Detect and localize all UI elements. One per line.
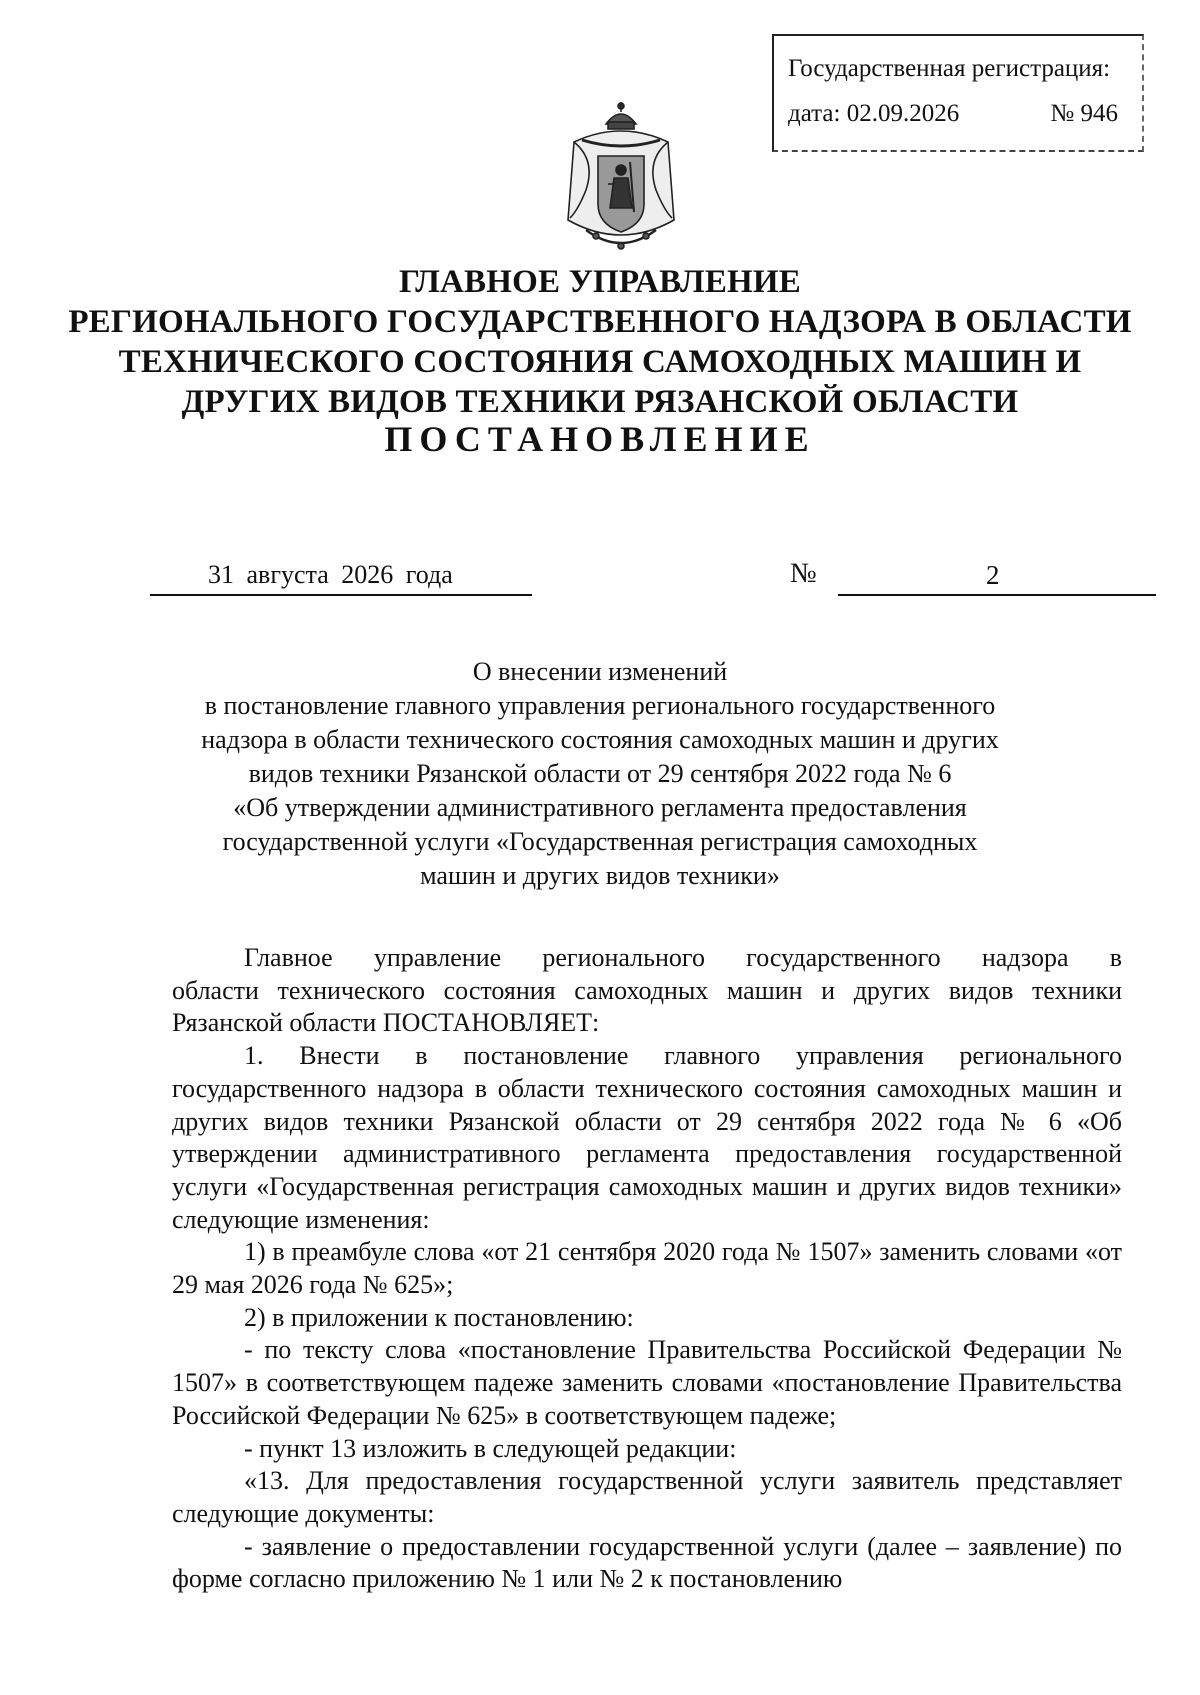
organization-line-4: ДРУГИХ ВИДОВ ТЕХНИКИ РЯЗАНСКОЙ ОБЛАСТИ: [181, 384, 1019, 420]
document-date: 31 августа 2026 года: [208, 560, 453, 589]
subject-line-1: О внесении изменений: [472, 657, 728, 686]
number-sign: №: [790, 558, 817, 589]
ryazan-coat-of-arms-icon: [556, 100, 686, 260]
preamble-first-line: Главное управление регионального государственного надзора в: [244, 943, 1122, 972]
clause-1-2-paragraph: 2) в приложении к постановлению:: [244, 1302, 634, 1332]
document-date-field: [150, 560, 532, 596]
registration-date: дата: 02.09.2026: [788, 99, 960, 127]
subject-line-3: надзора в области технического состояния самоходных машин и других: [201, 725, 999, 754]
document-number-field: [838, 560, 1156, 596]
clause-1-1-paragraph: 1) в преамбуле слова «от 21 сентября 2020 года № 1507» заменить словами «от 29 мая 2026 года № 625»;: [172, 1237, 1122, 1300]
clause-1-paragraph: 1. Внести в постановление главного управления регионального государственного надзора в области технического состояния самоходных машин и других видов техники Рязанской области от 29 сентября 2022 года № 6 «Об утверждении административного регламента предоставления государственной услуги «Государственная регистрация самоходных машин и других видов техники» следующие изменения:: [172, 1041, 1122, 1234]
amendment-text-paragraph: - по тексту слова «постановление Правительства Российской Федерации № 1507» в соответствующем падеже заменить словами «постановление Правительства Российской Федерации № 625» в соответствующем падеже;: [172, 1335, 1122, 1430]
registration-stamp: [772, 34, 1144, 152]
organization-line-3: ТЕХНИЧЕСКОГО СОСТОЯНИЯ САМОХОДНЫХ МАШИН И: [118, 344, 1082, 380]
amendment-item-13-intro: - пункт 13 изложить в следующей редакции:: [244, 1433, 737, 1463]
document-type: ПОСТАНОВЛЕНИЕ: [384, 419, 816, 459]
application-document-paragraph: - заявление о предоставлении государственной услуги (далее – заявление) по форме согласно приложению № 1 или № 2 к постановлению: [172, 1531, 1122, 1594]
organization-line-1: ГЛАВНОЕ УПРАВЛЕНИЕ: [398, 264, 801, 300]
subject-line-7: машин и других видов техники»: [420, 861, 780, 890]
document-body: [172, 942, 1122, 1596]
subject-line-4: видов техники Рязанской области от 29 сентября 2022 года № 6: [248, 759, 952, 788]
organization-line-2: РЕГИОНАЛЬНОГО ГОСУДАРСТВЕННОГО НАДЗОРА В ОБЛАСТИ: [68, 304, 1132, 340]
subject-line-5: «Об утверждении административного регламента предоставления: [233, 793, 967, 822]
registration-title: Государственная регистрация:: [788, 55, 1111, 82]
item-13-paragraph: «13. Для предоставления государственной услуги заявитель представляет следующие документы:: [172, 1466, 1122, 1528]
preamble-rest: области технического состояния самоходных машин и других видов техники Рязанской области ПОСТАНОВЛЯЕТ:: [172, 975, 1122, 1038]
document-subject: [0, 655, 1200, 893]
document-number: 2: [986, 560, 1000, 590]
subject-line-2: в постановление главного управления регионального государственного: [204, 691, 996, 720]
registration-number: № 946: [1050, 99, 1118, 127]
subject-line-6: государственной услуги «Государственная регистрация самоходных: [222, 827, 978, 856]
preamble-paragraph: [172, 942, 1122, 1040]
organization-name: [0, 262, 1200, 422]
